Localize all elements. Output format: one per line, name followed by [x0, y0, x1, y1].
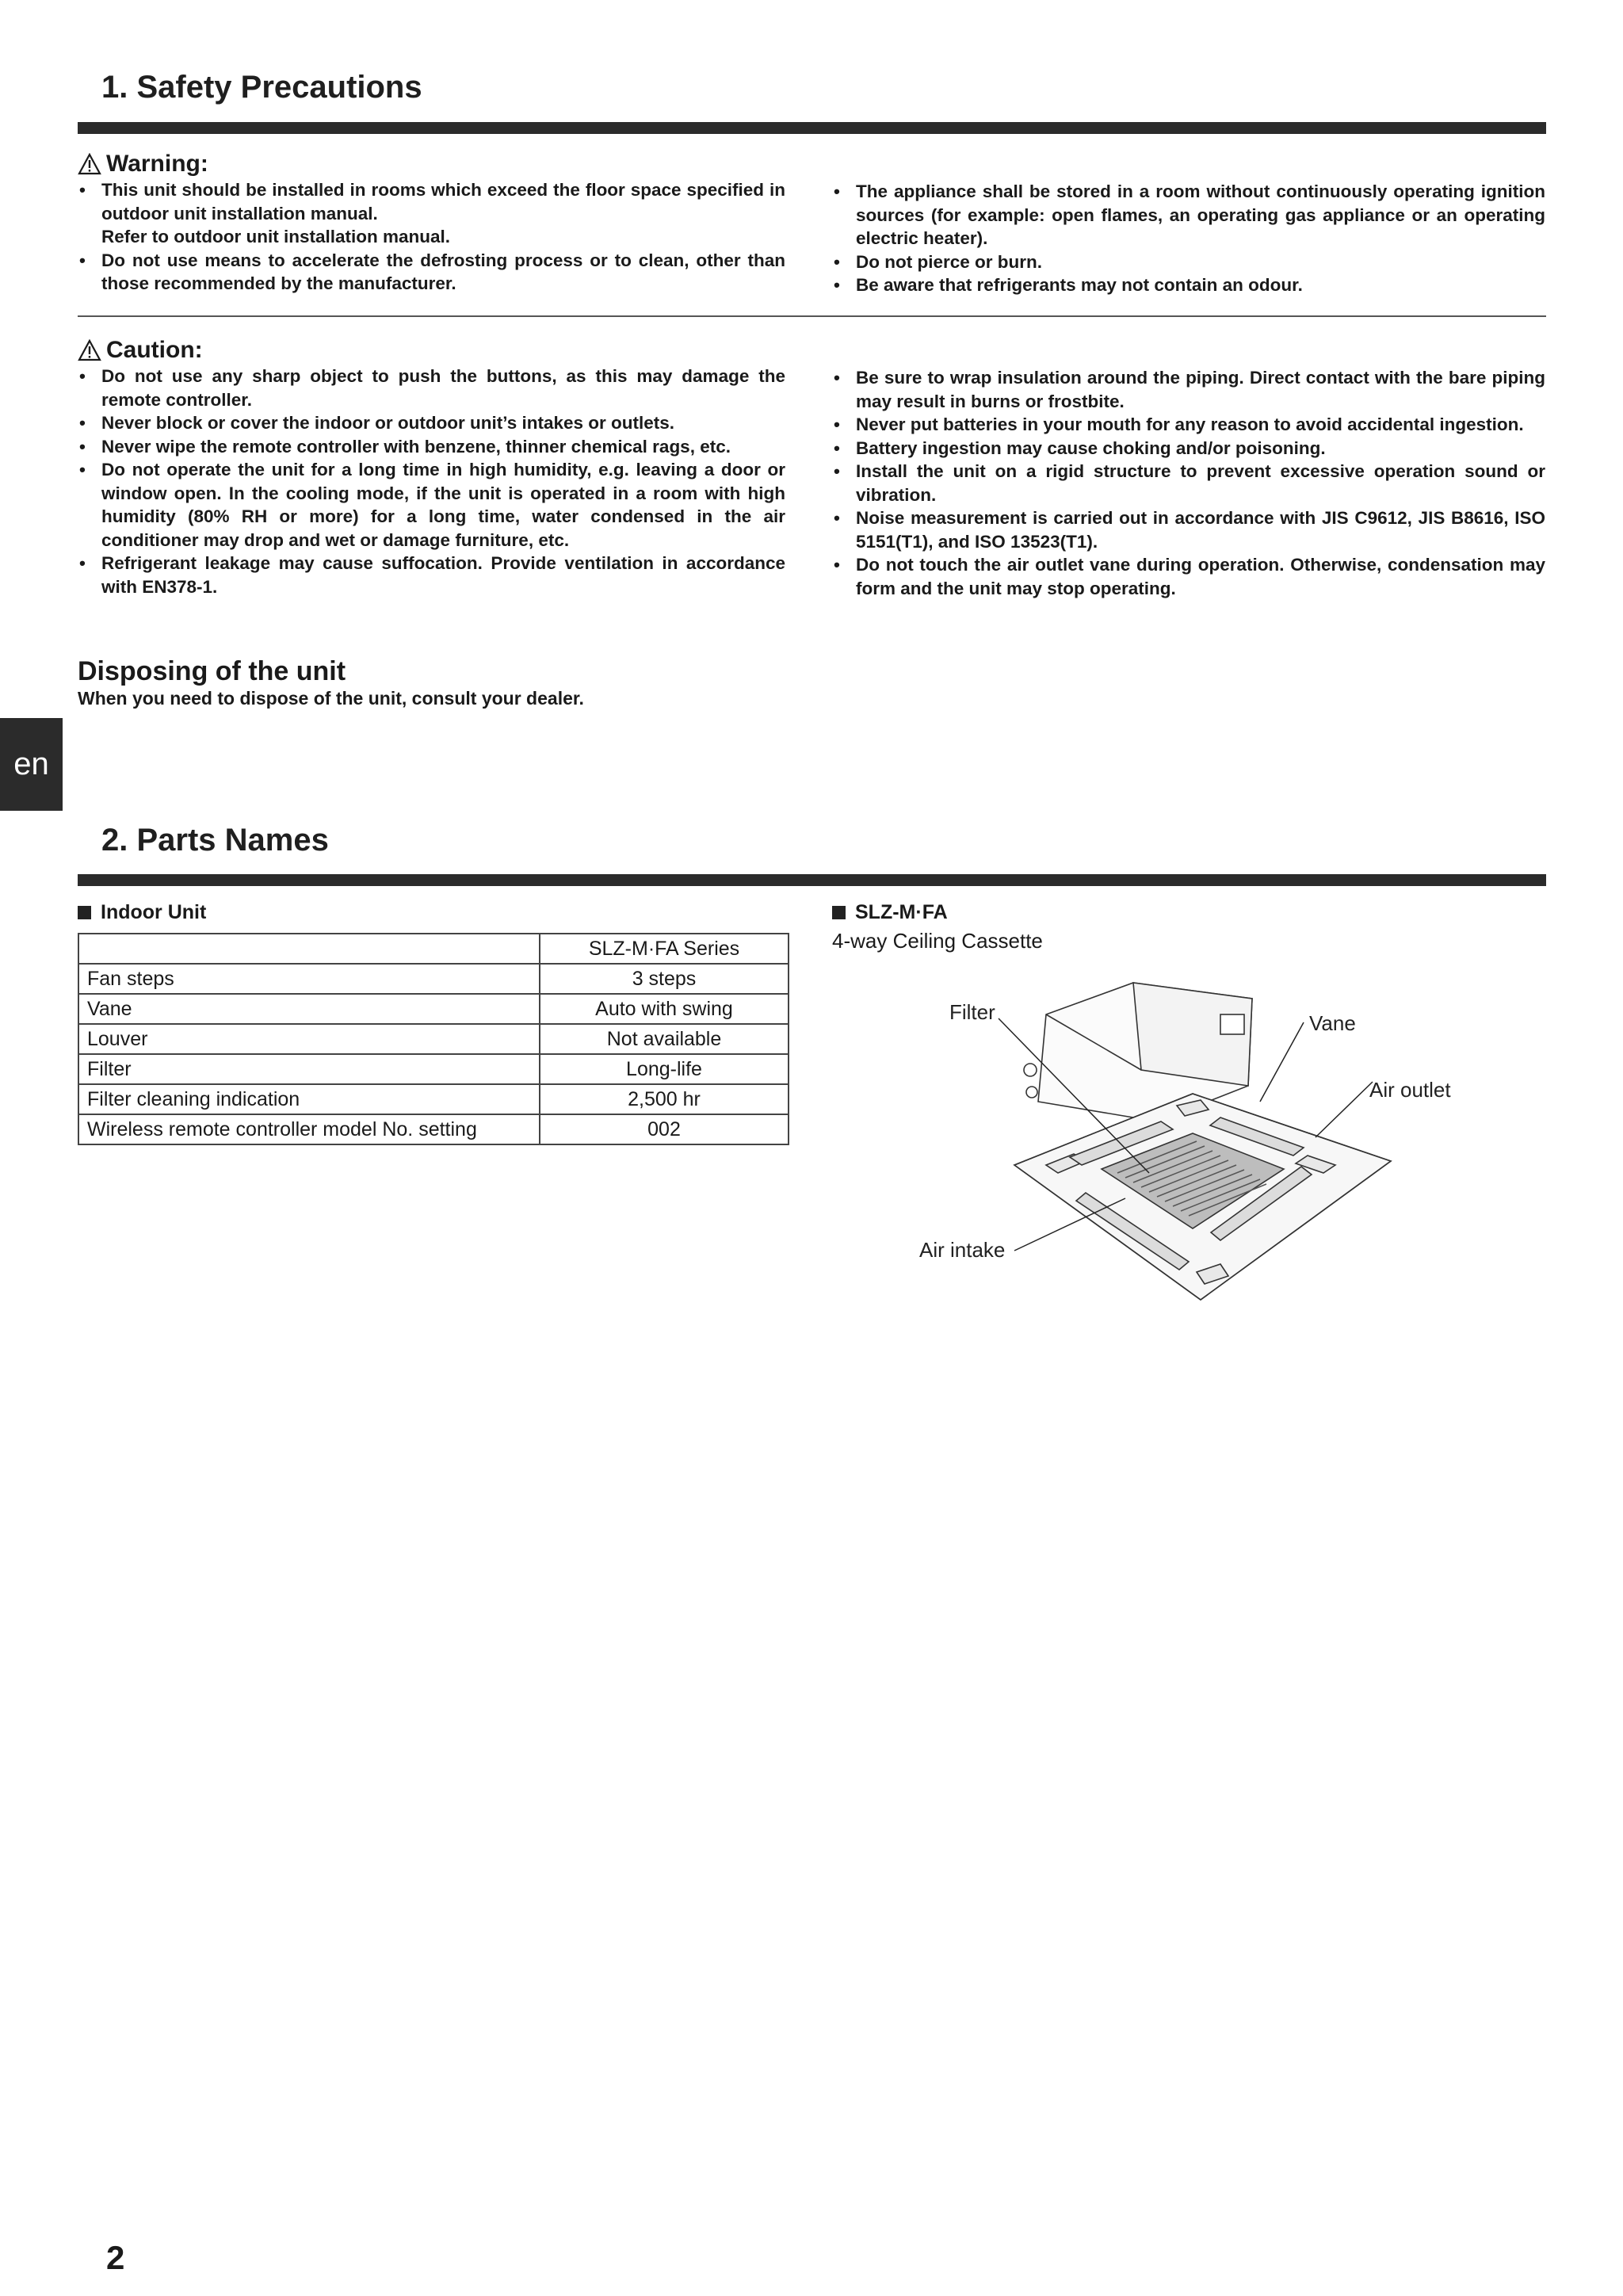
parts-table [78, 933, 789, 1145]
label-air-outlet: Air outlet [1369, 1078, 1451, 1102]
section-title-parts: 2. Parts Names [101, 823, 329, 858]
list-item: • Be sure to wrap insulation around the piping. Direct contact with the bare piping may result in burns or frostbite. [832, 366, 1545, 413]
section-rule [78, 122, 1546, 134]
section-rule [78, 874, 1546, 886]
table-row [78, 964, 789, 994]
list-item: • Do not operate the unit for a long time in high humidity, e.g. leaving a door or window open. In the cooling mode, if the unit is operated in a room with high humidity (80% RH or more) for a long time, water condensed in the air conditioner may drop and wet or damage furniture, etc. [78, 458, 785, 552]
caution-heading [78, 337, 203, 364]
list-item: • Do not use means to accelerate the defrosting process or to clean, other than those recommended by the manufacturer. [78, 249, 785, 296]
table-row [78, 1114, 789, 1144]
list-item: • Install the unit on a rigid structure to prevent excessive operation sound or vibration. [832, 460, 1545, 506]
list-item: • Refrigerant leakage may cause suffocation. Provide ventilation in accordance with EN378-1. [78, 552, 785, 598]
warning-triangle-icon [78, 153, 101, 175]
row-value: 2,500 hr [540, 1084, 789, 1114]
table-header-row [78, 934, 789, 964]
caution-list-right [832, 366, 1545, 600]
row-value: Auto with swing [540, 994, 789, 1024]
list-item: • Do not pierce or burn. [832, 250, 1545, 274]
list-item: • The appliance shall be stored in a room without continuously operating ignition sources (for example: open flames, an operating gas appliance or an operating electric heater). [832, 180, 1545, 250]
model-heading-label: SLZ-M·FA [855, 901, 948, 923]
list-item: • Be aware that refrigerants may not contain an odour. [832, 273, 1545, 297]
label-air-intake: Air intake [919, 1238, 1006, 1262]
row-label: Louver [78, 1024, 540, 1054]
list-item: • Never block or cover the indoor or outdoor unit’s intakes or outlets. [78, 411, 785, 435]
row-label: Wireless remote controller model No. setting [78, 1114, 540, 1144]
warning-heading-label: Warning: [106, 151, 208, 177]
page-number: 2 [106, 2239, 125, 2276]
indoor-unit-heading-label: Indoor Unit [101, 901, 207, 923]
section-title-safety: 1. Safety Precautions [101, 70, 422, 105]
caution-list-left [78, 365, 785, 598]
row-label: Vane [78, 994, 540, 1024]
label-filter: Filter [949, 1000, 995, 1024]
list-item: Refer to outdoor unit installation manual. [101, 227, 451, 246]
language-tab: en [0, 718, 63, 811]
row-value: Long-life [540, 1054, 789, 1084]
warning-list-right [832, 180, 1545, 297]
row-value: 3 steps [540, 964, 789, 994]
list-item: • Battery ingestion may cause choking and/or poisoning. [832, 437, 1545, 460]
row-value: Not available [540, 1024, 789, 1054]
indoor-unit-heading [78, 901, 206, 924]
row-label: Fan steps [78, 964, 540, 994]
row-value: 002 [540, 1114, 789, 1144]
table-column-header: SLZ-M·FA Series [540, 934, 789, 964]
disposing-text: When you need to dispose of the unit, consult your dealer. [78, 688, 584, 709]
list-item: • This unit should be installed in rooms which exceed the floor space specified in outdoor unit installation manual. [78, 178, 785, 225]
warning-heading [78, 151, 208, 178]
table-row [78, 1054, 789, 1084]
label-vane: Vane [1309, 1011, 1356, 1035]
row-label: Filter cleaning indication [78, 1084, 540, 1114]
disposing-heading: Disposing of the unit [78, 656, 346, 686]
square-bullet-icon [832, 906, 846, 919]
table-row [78, 1024, 789, 1054]
list-item: • Do not touch the air outlet vane during operation. Otherwise, condensation may form and the unit may stop operating. [832, 553, 1545, 600]
caution-heading-label: Caution: [106, 337, 203, 363]
model-subtitle: 4-way Ceiling Cassette [832, 929, 1043, 953]
list-item: • Do not use any sharp object to push the buttons, as this may damage the remote controller. [78, 365, 785, 411]
warning-list-left [78, 178, 785, 296]
table-row [78, 994, 789, 1024]
list-item: • Never wipe the remote controller with benzene, thinner chemical rags, etc. [78, 435, 785, 459]
list-item: • Never put batteries in your mouth for any reason to avoid accidental ingestion. [832, 413, 1545, 437]
divider [78, 315, 1546, 317]
model-heading [832, 901, 948, 924]
caution-triangle-icon [78, 339, 101, 361]
table-row [78, 1084, 789, 1114]
table-header-empty [78, 934, 540, 964]
list-item: • Noise measurement is carried out in accordance with JIS C9612, JIS B8616, ISO 5151(T1), and ISO 13523(T1). [832, 506, 1545, 553]
square-bullet-icon [78, 906, 91, 919]
row-label: Filter [78, 1054, 540, 1084]
